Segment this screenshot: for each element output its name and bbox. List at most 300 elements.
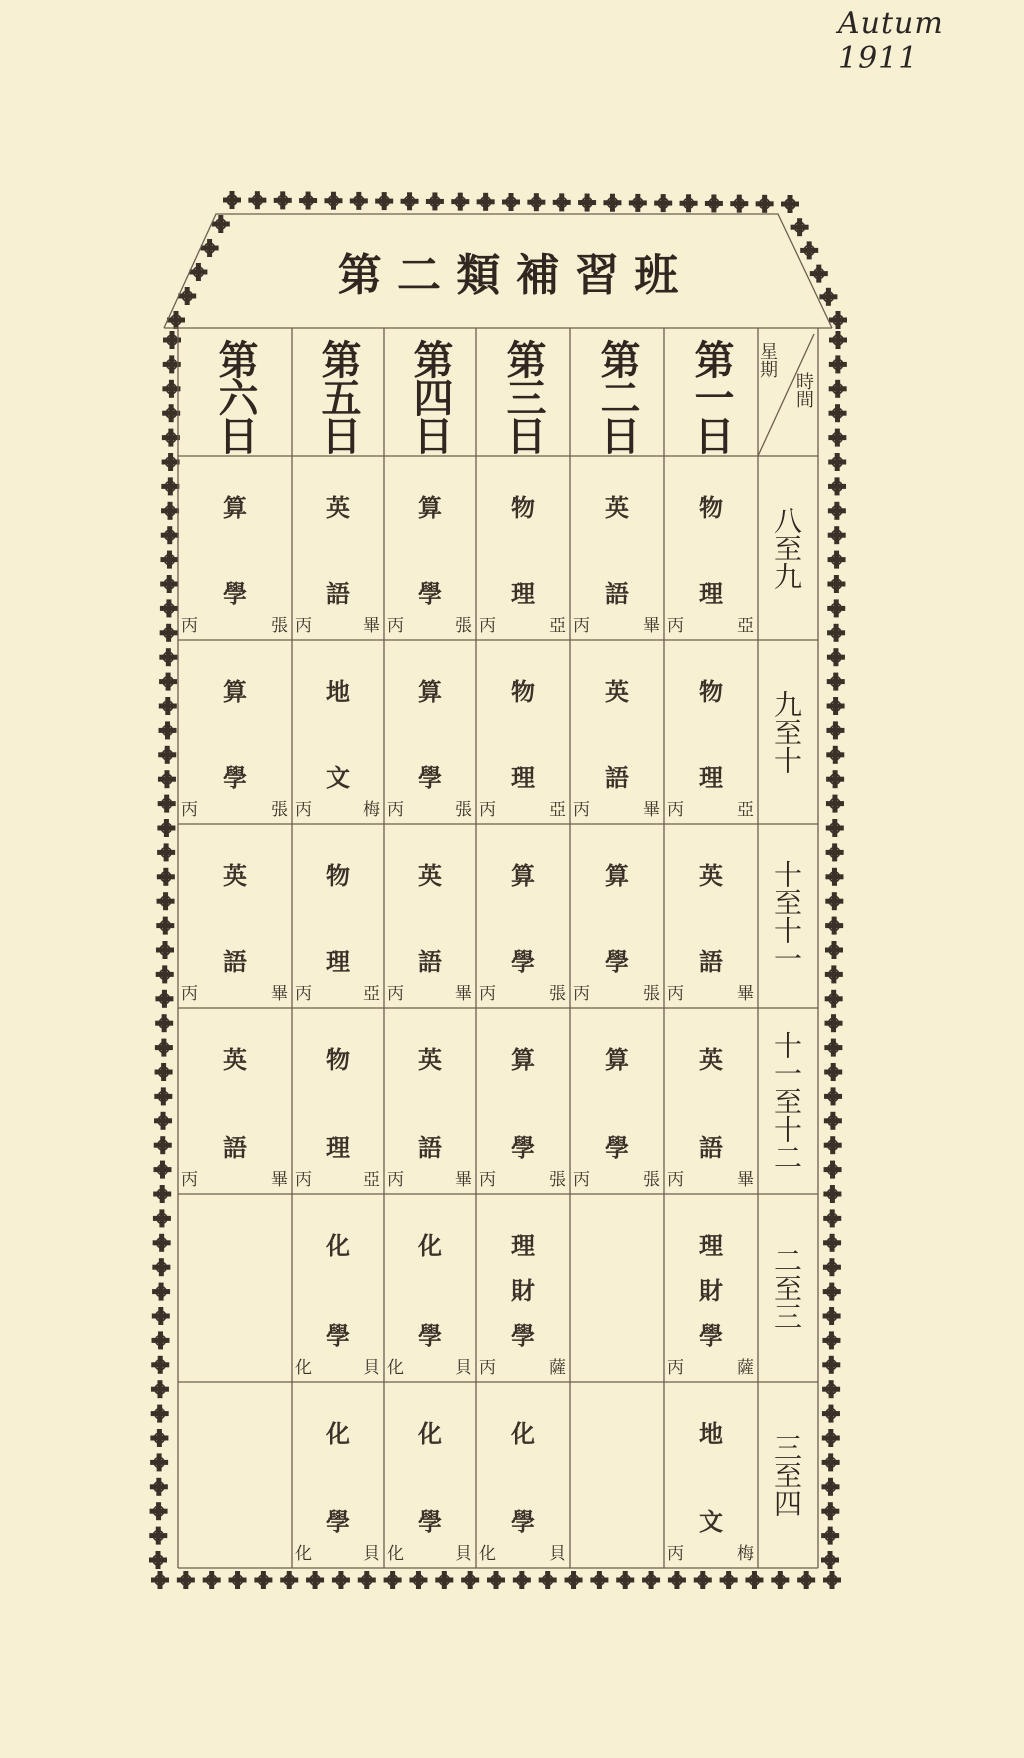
room-label: 丙	[573, 1170, 590, 1190]
ornament	[827, 648, 845, 666]
ornament	[821, 1478, 839, 1496]
ornament	[150, 1429, 168, 1447]
room-label: 丙	[181, 616, 198, 636]
teacher-label: 梅	[737, 1544, 754, 1564]
ornament	[578, 194, 596, 212]
ornament	[151, 1356, 169, 1374]
subject-char: 算	[605, 1045, 629, 1074]
ornament	[771, 1571, 789, 1589]
ornament	[332, 1571, 350, 1589]
subject-char: 化	[326, 1231, 350, 1260]
day-header: 第六日	[212, 339, 259, 453]
subject-char: 英	[223, 1045, 247, 1074]
ornament	[822, 1453, 840, 1471]
ornament	[642, 1571, 660, 1589]
schedule-cell	[292, 456, 384, 640]
subject-char: 語	[223, 947, 247, 976]
ornament	[153, 1161, 171, 1179]
ornament	[829, 355, 847, 373]
subject-char: 算	[511, 1045, 535, 1074]
ornament	[160, 624, 178, 642]
room-label: 丙	[667, 1170, 684, 1190]
teacher-label: 梅	[363, 800, 380, 820]
ornament	[730, 195, 748, 213]
teacher-label: 張	[271, 616, 288, 636]
ornament	[822, 1429, 840, 1447]
ornament	[819, 288, 837, 306]
teacher-label: 畢	[737, 984, 754, 1004]
ornament	[825, 941, 843, 959]
ornament	[824, 1063, 842, 1081]
ornament	[800, 241, 818, 259]
ornament	[827, 697, 845, 715]
ornament	[156, 965, 174, 983]
subject-char: 語	[223, 1133, 247, 1162]
ornament	[223, 191, 241, 209]
ornament	[827, 624, 845, 642]
ornament	[152, 1258, 170, 1276]
schedule-cell	[476, 640, 570, 824]
ornament	[157, 843, 175, 861]
subject-char: 化	[418, 1419, 442, 1448]
schedule-cell	[292, 1008, 384, 1194]
ornament	[274, 191, 292, 209]
subject-char: 理	[511, 763, 535, 792]
ornament	[824, 1136, 842, 1154]
subject-char: 語	[418, 947, 442, 976]
ornament	[161, 477, 179, 495]
schedule-cell	[384, 1008, 476, 1194]
teacher-label: 貝	[455, 1358, 472, 1378]
subject-char: 算	[223, 677, 247, 706]
room-label: 丙	[667, 1544, 684, 1564]
subject-char: 學	[326, 1507, 350, 1536]
teacher-label: 張	[271, 800, 288, 820]
subject-char: 文	[699, 1507, 723, 1536]
teacher-label: 亞	[363, 1170, 380, 1190]
ornament	[155, 990, 173, 1008]
ornament	[513, 1571, 531, 1589]
subject-char: 物	[511, 677, 535, 706]
ornament	[154, 1136, 172, 1154]
room-label: 丙	[295, 984, 312, 1004]
subject-char: 文	[326, 763, 350, 792]
schedule-cell	[292, 1382, 384, 1568]
ornament	[654, 194, 672, 212]
room-label: 丙	[667, 1358, 684, 1378]
ornament	[159, 697, 177, 715]
subject-char: 語	[326, 579, 350, 608]
ornament	[152, 1307, 170, 1325]
subject-char: 學	[699, 1321, 723, 1350]
room-label: 丙	[479, 800, 496, 820]
teacher-label: 貝	[363, 1544, 380, 1564]
teacher-label: 畢	[737, 1170, 754, 1190]
schedule-cell	[476, 1382, 570, 1568]
teacher-label: 畢	[455, 1170, 472, 1190]
subject-char: 學	[511, 947, 535, 976]
room-label: 丙	[479, 984, 496, 1004]
schedule-cell	[292, 1194, 384, 1382]
ornament	[616, 1571, 634, 1589]
room-label: 丙	[295, 1170, 312, 1190]
subject-char: 語	[418, 1133, 442, 1162]
schedule-cell	[664, 824, 758, 1008]
handwritten-note: Autum 1911	[838, 6, 944, 76]
subject-char: 地	[326, 677, 350, 706]
room-label: 丙	[295, 800, 312, 820]
ornament	[827, 575, 845, 593]
schedule-cell	[178, 1194, 292, 1382]
subject-char: 理	[511, 1231, 535, 1260]
ornament	[756, 195, 774, 213]
room-label: 丙	[387, 1170, 404, 1190]
ornament	[299, 192, 317, 210]
ornament	[153, 1185, 171, 1203]
subject-char: 英	[605, 493, 629, 522]
ornament	[828, 429, 846, 447]
ornament	[306, 1571, 324, 1589]
ornament	[791, 218, 809, 236]
teacher-label: 亞	[737, 616, 754, 636]
ornament	[155, 1014, 173, 1032]
room-label: 丙	[181, 984, 198, 1004]
ornament	[825, 990, 843, 1008]
ornament	[828, 551, 846, 569]
subject-char: 學	[418, 1507, 442, 1536]
ornament	[156, 917, 174, 935]
ornament	[160, 575, 178, 593]
subject-char: 語	[605, 579, 629, 608]
teacher-label: 貝	[363, 1358, 380, 1378]
ornament	[828, 477, 846, 495]
subject-char: 學	[511, 1321, 535, 1350]
time-slot: 十至十一	[770, 860, 803, 972]
subject-char: 理	[326, 947, 350, 976]
teacher-label: 畢	[271, 984, 288, 1004]
ornament	[161, 526, 179, 544]
room-label: 丙	[667, 984, 684, 1004]
ornament	[155, 1063, 173, 1081]
ornament	[827, 599, 845, 617]
schedule-cell	[570, 640, 664, 824]
ornament	[705, 194, 723, 212]
subject-char: 化	[511, 1419, 535, 1448]
ornament	[153, 1234, 171, 1252]
time-slot: 十一至十二	[770, 1031, 803, 1171]
ornament	[384, 1571, 402, 1589]
ornament	[603, 194, 621, 212]
subject-char: 理	[699, 579, 723, 608]
ornament	[826, 795, 844, 813]
subject-char: 財	[699, 1276, 723, 1305]
room-label: 丙	[387, 984, 404, 1004]
subject-char: 英	[418, 1045, 442, 1074]
ornament	[151, 1405, 169, 1423]
day-header: 第三日	[500, 339, 547, 453]
teacher-label: 張	[643, 984, 660, 1004]
ornament	[821, 1551, 839, 1569]
ornament	[158, 795, 176, 813]
subject-char: 算	[223, 493, 247, 522]
time-slot: 三至四	[770, 1433, 803, 1517]
schedule-cell	[178, 640, 292, 824]
ornament	[694, 1571, 712, 1589]
ornament	[487, 1571, 505, 1589]
schedule-cell	[384, 456, 476, 640]
teacher-label: 薩	[737, 1358, 754, 1378]
room-label: 丙	[387, 616, 404, 636]
room-label: 丙	[479, 1170, 496, 1190]
room-label: 化	[295, 1358, 312, 1378]
ornament	[161, 502, 179, 520]
ornament	[821, 1502, 839, 1520]
ornament	[668, 1571, 686, 1589]
teacher-label: 張	[549, 984, 566, 1004]
ornament	[823, 1185, 841, 1203]
ornament	[358, 1571, 376, 1589]
ornament	[461, 1571, 479, 1589]
ornament	[829, 380, 847, 398]
ornament	[324, 192, 342, 210]
subject-char: 學	[418, 1321, 442, 1350]
ornament	[151, 1571, 169, 1589]
subject-char: 英	[699, 861, 723, 890]
time-slot: 八至九	[770, 506, 803, 590]
subject-char: 物	[326, 861, 350, 890]
ornament	[477, 193, 495, 211]
schedule-cell	[570, 1008, 664, 1194]
ornament	[155, 1039, 173, 1057]
day-header: 第二日	[594, 339, 641, 453]
ornament	[280, 1571, 298, 1589]
subject-char: 化	[326, 1419, 350, 1448]
teacher-label: 薩	[549, 1358, 566, 1378]
schedule-cell	[292, 824, 384, 1008]
schedule-cell	[178, 456, 292, 640]
ornament	[150, 1453, 168, 1471]
ornament	[810, 265, 828, 283]
ornament	[435, 1571, 453, 1589]
ornament	[745, 1571, 763, 1589]
teacher-label: 畢	[643, 616, 660, 636]
ornament	[827, 673, 845, 691]
schedule-cell	[476, 1194, 570, 1382]
ornament	[229, 1571, 247, 1589]
subject-char: 算	[605, 861, 629, 890]
ornament	[150, 1478, 168, 1496]
ornament	[350, 192, 368, 210]
ornament	[797, 1571, 815, 1589]
ornament	[539, 1571, 557, 1589]
ornament	[167, 311, 185, 329]
ornament	[824, 1112, 842, 1130]
teacher-label: 張	[643, 1170, 660, 1190]
subject-char: 學	[511, 1507, 535, 1536]
ornament	[160, 599, 178, 617]
ornament	[822, 1356, 840, 1374]
teacher-label: 貝	[549, 1544, 566, 1564]
subject-char: 物	[699, 493, 723, 522]
ornament	[823, 1258, 841, 1276]
ornament	[152, 1331, 170, 1349]
room-label: 丙	[573, 616, 590, 636]
schedule-cell	[476, 456, 570, 640]
ornament	[826, 819, 844, 837]
ornament	[565, 1571, 583, 1589]
teacher-label: 張	[455, 616, 472, 636]
subject-char: 英	[418, 861, 442, 890]
ornament	[825, 1014, 843, 1032]
ornament	[502, 193, 520, 211]
room-label: 丙	[667, 616, 684, 636]
ornament	[177, 1571, 195, 1589]
ornament	[401, 192, 419, 210]
schedule-cell	[384, 1194, 476, 1382]
day-header: 第五日	[315, 339, 362, 453]
teacher-label: 張	[549, 1170, 566, 1190]
subject-char: 英	[223, 861, 247, 890]
ornament	[157, 892, 175, 910]
ornament	[823, 1234, 841, 1252]
schedule-cell	[384, 824, 476, 1008]
page-title: 班 習 補 類 二 第	[337, 250, 679, 301]
ornament	[151, 1380, 169, 1398]
subject-char: 理	[699, 1231, 723, 1260]
subject-char: 學	[511, 1133, 535, 1162]
ornament	[162, 429, 180, 447]
corner-label-weekday: 星期	[757, 342, 778, 378]
teacher-label: 亞	[363, 984, 380, 1004]
teacher-label: 亞	[549, 800, 566, 820]
subject-char: 物	[326, 1045, 350, 1074]
ornament	[162, 453, 180, 471]
room-label: 丙	[387, 800, 404, 820]
ornament	[375, 192, 393, 210]
ornament	[825, 868, 843, 886]
schedule-cell	[384, 1382, 476, 1568]
schedule-cell	[178, 1008, 292, 1194]
subject-char: 理	[699, 763, 723, 792]
ornament	[154, 1087, 172, 1105]
ornament	[821, 1527, 839, 1545]
ornament	[159, 648, 177, 666]
time-slot: 九至十	[770, 690, 803, 774]
room-label: 化	[479, 1544, 496, 1564]
ornament	[409, 1571, 427, 1589]
ornament	[153, 1209, 171, 1227]
subject-char: 理	[326, 1133, 350, 1162]
subject-char: 物	[511, 493, 535, 522]
ornament	[720, 1571, 738, 1589]
subject-char: 學	[605, 947, 629, 976]
schedule-cell	[476, 1008, 570, 1194]
ornament	[825, 965, 843, 983]
ornament	[157, 819, 175, 837]
ornament	[159, 673, 177, 691]
subject-char: 語	[605, 763, 629, 792]
teacher-label: 貝	[455, 1544, 472, 1564]
subject-char: 地	[699, 1419, 723, 1448]
ornament	[629, 194, 647, 212]
ornament	[158, 746, 176, 764]
schedule-cell	[570, 1382, 664, 1568]
teacher-label: 亞	[737, 800, 754, 820]
room-label: 丙	[181, 800, 198, 820]
schedule-cell	[178, 1382, 292, 1568]
ornament	[822, 1380, 840, 1398]
subject-char: 語	[699, 947, 723, 976]
room-label: 丙	[479, 616, 496, 636]
corner-label-time: 時間	[793, 372, 814, 408]
subject-char: 物	[699, 677, 723, 706]
schedule-cell	[178, 824, 292, 1008]
schedule-cell	[476, 824, 570, 1008]
schedule-cell	[570, 456, 664, 640]
ornament	[152, 1283, 170, 1301]
teacher-label: 亞	[549, 616, 566, 636]
teacher-label: 畢	[455, 984, 472, 1004]
ornament	[826, 843, 844, 861]
teacher-label: 畢	[271, 1170, 288, 1190]
ornament	[451, 193, 469, 211]
ornament	[680, 194, 698, 212]
subject-char: 學	[418, 763, 442, 792]
schedule-cell	[664, 1008, 758, 1194]
subject-char: 語	[699, 1133, 723, 1162]
ornament	[828, 502, 846, 520]
ornament	[822, 1405, 840, 1423]
room-label: 丙	[573, 800, 590, 820]
ornament	[158, 770, 176, 788]
time-slot: 二至三	[770, 1246, 803, 1330]
ornament	[829, 404, 847, 422]
room-label: 丙	[667, 800, 684, 820]
ornament	[823, 1307, 841, 1325]
ornament	[781, 195, 799, 213]
ornament	[824, 1087, 842, 1105]
schedule-cell	[384, 640, 476, 824]
subject-char: 學	[605, 1133, 629, 1162]
subject-char: 財	[511, 1276, 535, 1305]
teacher-label: 畢	[363, 616, 380, 636]
ornament	[825, 917, 843, 935]
room-label: 丙	[295, 616, 312, 636]
teacher-label: 張	[455, 800, 472, 820]
ornament	[826, 746, 844, 764]
day-header: 第一日	[688, 339, 735, 453]
room-label: 化	[387, 1358, 404, 1378]
schedule-cell	[292, 640, 384, 824]
teacher-label: 畢	[643, 800, 660, 820]
ornament	[203, 1571, 221, 1589]
ornament	[823, 1209, 841, 1227]
ornament	[159, 721, 177, 739]
ornament	[828, 453, 846, 471]
subject-char: 學	[223, 763, 247, 792]
room-label: 化	[295, 1544, 312, 1564]
room-label: 丙	[181, 1170, 198, 1190]
ornament	[824, 1039, 842, 1057]
ornament	[527, 193, 545, 211]
ornament	[150, 1502, 168, 1520]
room-label: 化	[387, 1544, 404, 1564]
ornament	[826, 721, 844, 739]
schedule-cell	[664, 1382, 758, 1568]
ornament	[829, 331, 847, 349]
ornament	[826, 770, 844, 788]
ornament	[828, 526, 846, 544]
